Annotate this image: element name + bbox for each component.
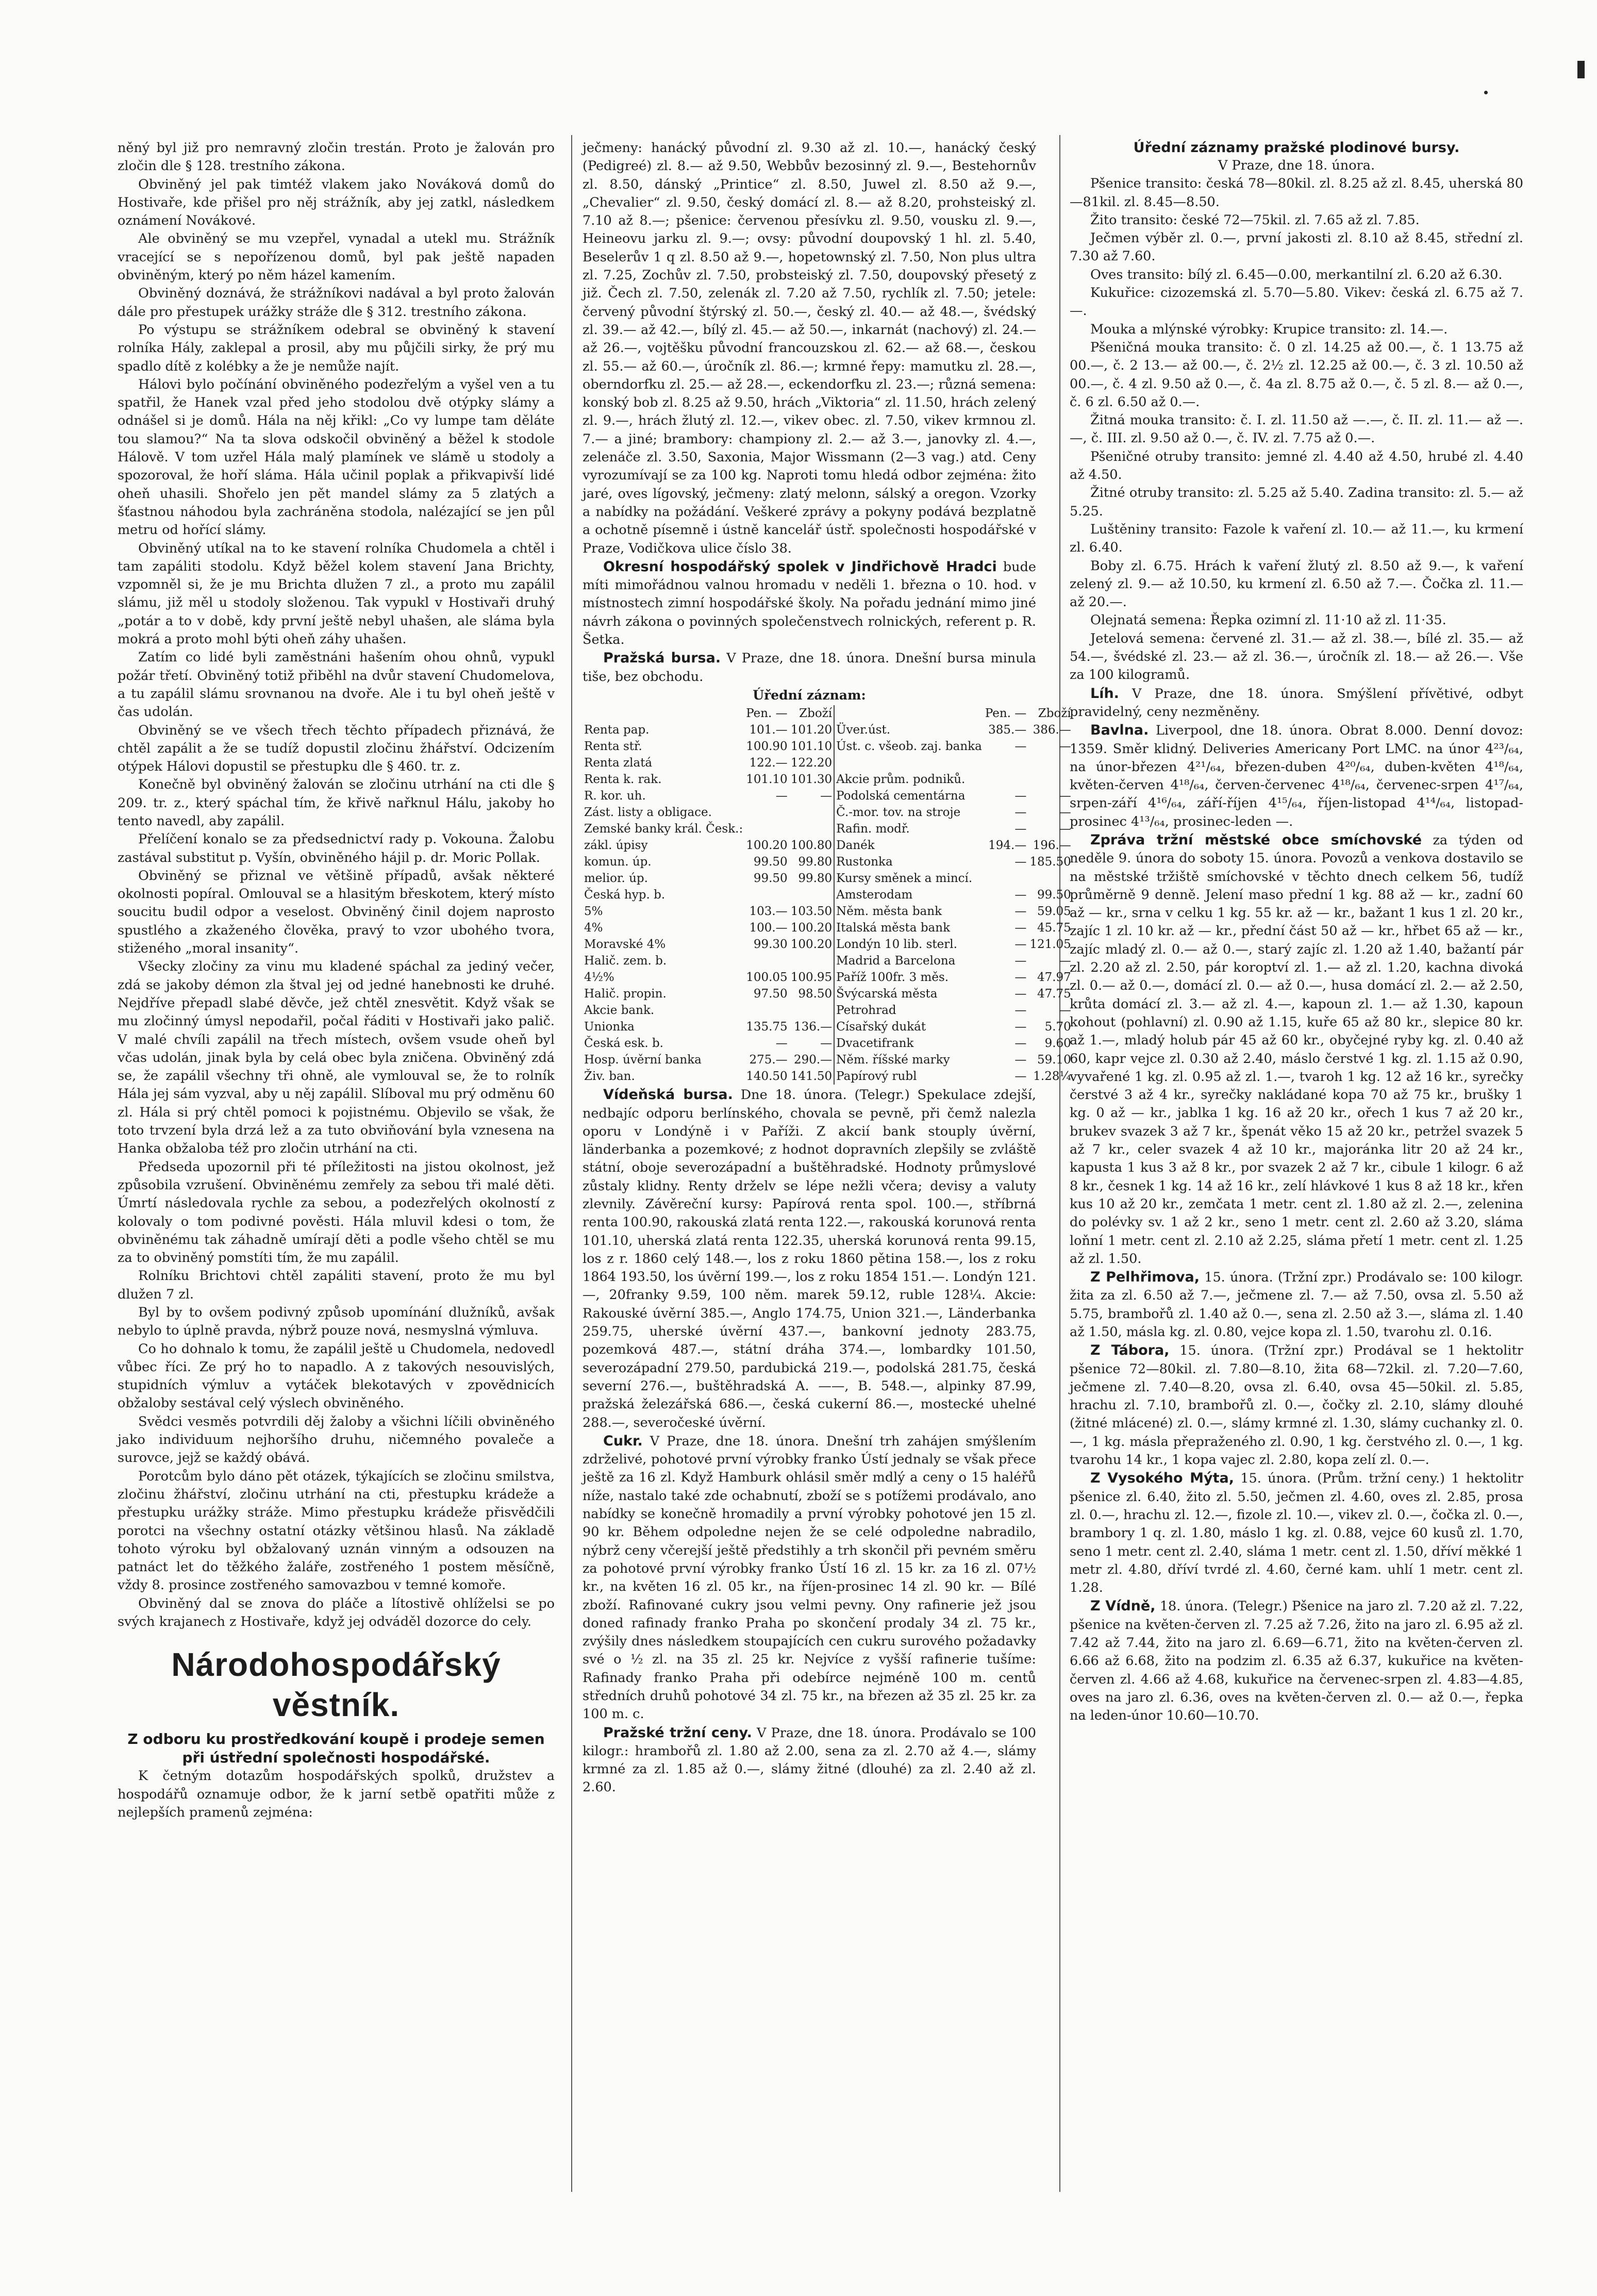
paragraph — [1070, 1597, 1523, 1725]
table-row — [583, 1019, 1073, 1035]
paragraph: Obviněný se ve všech třech těchto případech přiznává, že chtěl zapálit a že se tudíž dopustil zločinu žhářství. Odcizením otýpek Hálovi dopustil se přestupku dle § 460. tr. z. — [118, 722, 555, 775]
table-row — [583, 771, 1073, 788]
table-cell: 275.— — [749, 1053, 788, 1067]
column-rule — [571, 135, 572, 2192]
paragraph: Všecky zločiny za vinu mu kladené spáchal za jediný večer, zdá se jakoby démon zla štval jej od jedné hanebnosti ke druhé. Nejdříve přepadl slabé děvče, jež chtěl znesvětit. Když však se mu zločinný úmysl nepodařil, počal řáditi v Hostivaři jako palič. V malé chvíli zapálil na třech místech, ovšem vsude oheň byl včas udolán, jinak byla by celá obec byla zničena. Obviněný zdá se, že zapálil všechny tři ohně, ale vymlouval se, že to rolník Hála jej sám vyzval, aby u něj zapálil. Slíboval mu prý odměnu 60 zl. Hála si prý chtěl pomoci k pojistnému. Objevilo se však, že toto trvzení byla drzá lež a za tuto obviňování byla vznesena na Hanka obžaloba též pro zločin utrhání na cti. — [118, 959, 555, 1157]
table-cell: 59.05 — [1037, 905, 1071, 919]
table-cell: 121.05 — [1029, 938, 1071, 952]
table-cell: 136.— — [793, 1020, 833, 1034]
table-cell: — — [1014, 822, 1027, 836]
table-cell: Něm. říšské marky — [836, 1053, 950, 1067]
table-cell — [744, 821, 789, 837]
article-heading: Cukr. — [603, 1433, 643, 1449]
table-cell: Dvacetifrank — [836, 1037, 914, 1051]
article-heading: Okresní hospodářský spolek v Jindřichově Hradci — [603, 558, 997, 575]
table-cell: melior. úp. — [584, 872, 648, 886]
paragraph: Boby zl. 6.75. Hrách k vaření žlutý zl. 8.50 až 9.—, k vaření zelený zl. 9.— až 10.50, ku krmení zl. 6.50 až 7.—. Čočka zl. 11.— až 20.—. — [1070, 558, 1523, 610]
table-cell: — — [1014, 789, 1027, 803]
table-cell: — — [1014, 954, 1027, 968]
table-cell: Něm. města bank — [836, 905, 942, 919]
paragraph: Žito transito: české 72—75kil. zl. 7.65 až zl. 7.85. — [1090, 212, 1420, 228]
paragraph — [583, 1086, 1036, 1432]
article-heading: Z Tábora, — [1090, 1342, 1170, 1359]
table-cell: komun. úp. — [584, 855, 652, 869]
table-cell: Unionka — [584, 1020, 635, 1034]
table-cell: 194.— — [988, 839, 1027, 853]
table-cell: 101.10 — [790, 740, 833, 754]
table-cell: 100.20 — [746, 839, 788, 853]
paragraph-text: V Praze, dne 18. února. Dnešní bursa minula tiše, bez obchodu. — [583, 651, 1036, 685]
table-cell: 5% — [584, 905, 603, 919]
table-cell: Petrohrad — [836, 1004, 896, 1018]
table-header-row — [583, 705, 1073, 722]
table-cell — [583, 705, 744, 722]
table-cell: 101.30 — [790, 773, 833, 787]
table-cell: Č.-mor. tov. na stroje — [836, 806, 961, 820]
table-cell — [984, 870, 1028, 887]
section-title: Národohospodářský věstník. — [171, 1646, 501, 1724]
article-heading: Zpráva tržní městské obce smíchovské — [1090, 831, 1422, 848]
table-cell — [789, 804, 834, 821]
table-row — [583, 920, 1073, 936]
table-cell: 47.97 — [1037, 971, 1071, 985]
paragraph — [1070, 831, 1523, 1268]
table-row — [583, 1068, 1073, 1085]
table-cell: — — [1059, 954, 1071, 968]
table-header-cell: Pen. — — [985, 707, 1027, 721]
table-cell: R. kor. uh. — [584, 789, 646, 803]
paragraph: Žitné otruby transito: zl. 5.25 až 5.40. Zadina transito: zl. 5.— až 5.25. — [1070, 485, 1523, 519]
table-row — [583, 986, 1073, 1002]
table-cell — [744, 953, 789, 969]
table-header-cell: Pen. — — [746, 707, 788, 721]
paragraph-text: 15. února. (Prům. tržní ceny.) 1 hektolitr pšenice zl. 6.40, žito zl. 5.50, ječmen zl. 4.60, oves zl. 2.85, prosa zl. 0.—, hrachu zl. 12.—, fizole zl. 10.—, vikev zl. 0.—, čočka zl. 0.—, brambory 1 q. zl. 1.80, máslo 1 kg. zl. 0.88, vejce 60 kusů zl. 1.70, seno 1 metr. cent zl. 2.40, sláma 1 metr. cent zl. 1.50, dříví měkké 1 metr zl. 4.80, dříví tvrdé zl. 4.60, černé kam. uhlí 1 metr. cent zl. 1.28. — [1070, 1471, 1524, 1596]
table-cell: Živ. ban. — [584, 1070, 635, 1084]
paragraph: Pšeničné otruby transito: jemné zl. 4.40 až 4.50, hrubé zl. 4.40 až 4.50. — [1070, 448, 1523, 483]
article-heading: Úřední záznamy pražské plodinové bursy. — [1133, 140, 1460, 156]
table-cell: 196.— — [1033, 839, 1071, 853]
article-heading: Z Vysokého Mýta, — [1090, 1470, 1234, 1487]
paragraph-text: Dne 18. února. (Telegr.) Spekulace zdejší, nedbajíc odporu berlínského, chovala se pevně, při čemž nalezla oporu v Londýně i v Paříži. Z akcií bank stouply úvěrní, länderbanka a pozemkové; z hodnot dopravních zlepšily se zvláště státní, oboje severozápadní a buštěhradské. Hodnoty průmyslové zůstaly klidny. Renty drželv se lépe nežli včera; devisy a valuty zlevnily. Závěreční kursy: Papírová renta spol. 100.—, stříbrná renta 100.90, rakouská zlatá renta 122.—, rakouská korunová renta 101.10, uherská zlatá renta 122.35, uherská korunová renta 99.15, los z r. 1860 celý 148.—, los z roku 1860 pětina 158.—, los z roku 1864 193.50, los úvěrní 199.—, los z roku 1854 151.—. Londýn 121.—, 20franky 9.59, 100 něm. marek 59.12, ruble 128¼. Akcie: Rakouské úvěrní 385.—, Anglo 174.75, Union 321.—, Länderbanka 259.75, uherské úvěrní 437.—, bankovní jednoty 283.75, pozemková 487.—, státní dráha 374.—, lombardky 101.50, severozápadní 279.50, pardubická 219.—, podolská 281.75, česká severní 276.—, buštěhradská A. ——, B. 548.—, alpinky 87.99, pražská železářská 686.—, česká cukerní 86.—, mostecké uhelné 288.—, severočeské úvěrní. — [583, 1087, 1036, 1430]
article-heading: Líh. — [1090, 685, 1119, 702]
table-row — [583, 936, 1073, 953]
paragraph: Rolníku Brichtovi chtěl zapáliti stavení, proto že mu byl dlužen 7 zl. — [118, 1268, 555, 1302]
table-cell: — — [1059, 806, 1071, 820]
paragraph-text: V Praze, dne 18. února. Prodávalo se 100 kilogr.: hrambořů zl. 1.80 až 2.00, sena za zl. 2.70 až 4.—, slámy krmné za zl. 1.85 až 0.—, slámy žitné (dlouhé) za zl. 2.40 až zl. 2.60. — [583, 1725, 1036, 1795]
table-cell: — — [1014, 938, 1027, 952]
paragraph-text: bude míti mimořádnou valnou hromadu v neděli 1. března o 10. hod. v místnostech zimní hospodářské školy. Na pořadu jednání mimo jiné návrh zákona o povinných společenstvech rolnických, referent p. R. Šetka. — [583, 559, 1036, 648]
table-cell: 386.— — [1033, 723, 1071, 737]
paragraph: Pšenice transito: česká 78—80kil. zl. 8.25 až zl. 8.45, uherská 80—81kil. zl. 8.45—8.50. — [1070, 176, 1523, 210]
paragraph: Žitná mouka transito: č. I. zl. 11.50 až —.—, č. II. zl. 11.— až —.—, č. III. zl. 9.50 až 0.—, č. IV. zl. 7.75 až 0.—. — [1070, 412, 1523, 446]
column-2 — [583, 139, 1071, 2198]
column-3 — [1070, 139, 1523, 2198]
table-cell: 135.75 — [746, 1020, 788, 1034]
table-cell: Česká esk. b. — [584, 1037, 663, 1051]
paragraph: Přelíčení konalo se za předsednictví rady p. Vokouna. Žalobu zastával substitut p. Vyšín, obviněného hájil p. dr. Moric Pollak. — [118, 831, 555, 866]
paragraph: Konečně byl obviněný žalován se zločinu utrhání na cti dle § 209. tr. z., který spáchal tím, že křivě nařknul Hálu, jakoby ho tento navedl, aby zapálil. — [118, 777, 555, 829]
article-heading: Vídeňská bursa. — [603, 1087, 733, 1103]
table-cell: Papírový rubl — [836, 1070, 917, 1084]
paragraph: Byl by to ovšem podivný způsob upomínání dlužníků, avšak nebylo to úplně pravda, nýbrž pouze nová, nesmyslná výmluva. — [118, 1305, 555, 1339]
table-row — [583, 1002, 1073, 1019]
table-cell: — — [1014, 855, 1027, 869]
paragraph: Obviněný utíkal na to ke stavení rolníka Chudomela a chtěl i tam zapáliti stodolu. Když běžel kolem stavení Jana Brichty, vzpomněl si, že je mu Brichta dlužen 7 zl., a proto mu zapálil slámu, již měl u stodoly složenou. Tak vypukl v Hostivaři druhý „potár a to v době, kdy první ještě nebyl uhašen, ale sláma byla mokrá a proto mohl býti oheň záhy uhašen. — [118, 540, 555, 647]
table-cell: 59.10 — [1037, 1053, 1071, 1067]
table-cell: Moravské 4% — [584, 938, 666, 952]
paragraph: Ale obviněný se mu vzepřel, vynadal a utekl mu. Strážník vracející se s nepořízenou domů, byl pak ještě napaden obviněným, který po něm házel kamením. — [118, 231, 555, 284]
paragraph: Svědci vesměs potvrdili děj žaloby a všichni líčili obviněného jako individuum nejhoršího druhu, ničemného povaleče a surovce, jejž se každý obává. — [118, 1413, 555, 1466]
article-heading: Z odboru ku prostředkování koupě i prodeje semen při ústřední společnosti hospodářské. — [127, 1731, 545, 1767]
paragraph: Luštěniny transito: Fazole k vaření zl. 10.— až 11.—, ku krmení zl. 6.40. — [1070, 521, 1523, 556]
table-cell: Rafin. modř. — [836, 822, 910, 836]
table-cell: Madrid a Barcelona — [836, 954, 956, 968]
paragraph: Hálovi bylo počínání obviněného podezřelým a vyšel ven a tu spatřil, že Hanek vzal před jeho stodolou dvě otýpky slámy a odnášel si je domů. Hála na něj křikl: „Co vy lumpe tam děláte tou slamou?“ Na ta slova odskočil obviněný a běžel k stodole Hálově. V tom uzřel Hála malý plamínek ve slámě u stodoly a spozoroval, že hoří sláma. Hála učinil poplak a přikvapivší lidé oheň uhasili. Shořelo jen pět mandel slámy za 5 zlatých a šťastnou náhodou byla zachráněna stodola, nalézající se jen půl metru od hořící slámy. — [118, 376, 555, 538]
paragraph: něný byl již pro nemravný zločin trestán. Proto je žalován pro zločin dle § 128. trestního zákona. — [118, 140, 555, 174]
table-cell: 100.20 — [790, 921, 833, 935]
table-cell: Danék — [836, 839, 875, 853]
table-cell — [984, 755, 1028, 771]
table-cell: Rustonka — [836, 855, 893, 869]
table-cell: zákl. úpisy — [584, 839, 648, 853]
table-cell: Česká hyp. b. — [584, 888, 666, 902]
table-cell: Úst. c. všeob. zaj. banka — [836, 740, 982, 754]
paragraph — [583, 649, 1036, 686]
table-cell: Renta k. rak. — [584, 773, 662, 787]
table-cell: — — [1014, 1037, 1027, 1051]
table-cell: — — [820, 1037, 833, 1051]
table-cell: — — [1059, 740, 1071, 754]
table-cell: Podolská cementárna — [836, 789, 966, 803]
column-rule — [1059, 135, 1060, 2192]
table-cell: Amsterodam — [836, 888, 913, 902]
table-row — [583, 903, 1073, 920]
table-header-cell: Zboží — [799, 707, 833, 721]
table-row — [583, 788, 1073, 804]
table-cell — [789, 1002, 834, 1019]
paragraph: Předseda upozornil při té příležitosti na jistou okolnost, jež způsobila vzrušení. Obviněnému zemřely za sebou tři malé děti. Úmrtí následovala rychle za sebou, a podezřelých okolností z kolovaly o tom podivné pověsti. Hála mluvil kdesi o tom, že obviněnému tak záhadně umírají děti a podle všeho chtěl se mu za to obviněný pomstíti tím, že mu zapálil. — [118, 1159, 555, 1266]
table-cell: Hosp. úvěrní banka — [584, 1053, 702, 1067]
paragraph: Obviněný dal se znova do pláče a lítostivě ohlíželsi se po svých krajanech z Hostivaře, když jej odváděl dozorce do cely. — [118, 1595, 555, 1630]
paragraph-text: 18. února. (Telegr.) Pšenice na jaro zl. 7.20 až zl. 7.22, pšenice na květen-červen zl. 7.25 až 7.26, žito na jaro zl. 6.95 až zl. 7.42 až 7.44, žito na jaro zl. 6.69—6.71, žito na květen-červen zl. 6.66 až 6.68, žito na podzim zl. 6.35 až 6.37, kukuřice na květen-červen zl. 4.66 až 4.68, kukuřice na červenec-srpen zl. 4.83—4.85, oves na jaro zl. 6.36, oves na květen-červen zl. 0.— až 0.—, řepka na leden-únor 10.60—10.70. — [1070, 1599, 1523, 1724]
table-cell: 99.30 — [753, 938, 788, 952]
table-cell: 5.70 — [1044, 1020, 1071, 1034]
table-cell: 99.50 — [753, 855, 788, 869]
table-cell — [1028, 870, 1072, 887]
table-cell: — — [1014, 888, 1027, 902]
paragraph — [1070, 1341, 1523, 1469]
paragraph: Obviněný doznává, že strážníkovi nadával a byl proto žalován dále pro přestupek urážky stráže dle § 312. trestního zákona. — [118, 286, 555, 320]
table-cell: 99.80 — [798, 872, 833, 886]
article-heading: Pražské tržní ceny. — [603, 1724, 752, 1741]
paragraph: Ječmen výběr zl. 0.—, první jakosti zl. 8.10 až 8.45, střední zl. 7.30 až 7.60. — [1070, 230, 1523, 264]
table-cell — [835, 755, 984, 771]
table-cell: — — [775, 789, 788, 803]
table-cell: 290.— — [793, 1053, 833, 1067]
table-cell: Renta pap. — [584, 723, 650, 737]
table-cell: 45.75 — [1037, 921, 1071, 935]
paragraph-text: V Praze, dne 18. února. Dnešní trh zahájen smýšlením zdrželivé, pohotové první výrobky franko Ústí jednaly se však přece ještě za 16 zl. Když Hamburk ohlásil směr mdlý a ceny o 15 haléřů níže, nastalo také zde ochabnutí, zboží se s potížemi prodávalo, ano nabídky se konečně hromadily a první výrobky pohotové jen 15 zl. 90 kr. Během odpoledne nejen že se celé odpoledne nabradilo, nýbrž ceny včerejší ještě předstihly a trh skončil při pevném směru za pohotové první výrobky franko Ústí 16 zl. 15 kr. za 16 zl. 07½ kr., na květen 16 zl. 05 kr., na říjen-prosinec 14 zl. 90 kr. — Bílé zboží. Rafinované cukry jsou velmi pevny. Ony rafinerie jež jsou doned rafinady franko Praha po skončení prodaly 34 zl. 75 kr., zvýšily dnes následkem stoupajících cen cukru surového požadavky své o ½ zl. na 35 zl. 25 kr. Nejvíce z vyšší rafinerie tušíme: Rafinady franko Praha při odebírce nejméně 100 m. centů středních druhů pohotové 34 zl. 75 kr., na březen až 35 zl. 25 kr. za 100 m. c. — [583, 1433, 1036, 1722]
corner-dot — [1484, 91, 1488, 94]
table-cell: Zemské banky král. Česk.: — [584, 822, 743, 836]
table-cell: — — [1014, 806, 1027, 820]
paragraph: Pšeničná mouka transito: č. 0 zl. 14.25 až 00.—, č. 1 13.75 až 00.—, č. 2 13.— až 00.—, č. 2½ zl. 12.25 až 00.—, č. 3 zl. 10.50 až 00.—, č. 4 zl. 9.50 až 0.—, č. 4a zl. 8.75 až 0.—, č. 5 zl. 8.— až 0.—, č. 6 zl. 6.50 až 0.—. — [1070, 339, 1523, 410]
table-cell: — — [1014, 1070, 1027, 1084]
table-cell: Císařský dukát — [836, 1020, 926, 1034]
table-cell: Londýn 10 lib. sterl. — [836, 938, 957, 952]
table-cell: 141.50 — [790, 1070, 833, 1084]
paragraph-text: V Praze, dne 18. února. Smýšlení přívětivé, odbyt pravidelný, ceny nezměněny. — [1070, 686, 1523, 720]
paragraph — [583, 558, 1036, 649]
table-cell: 140.50 — [746, 1070, 788, 1084]
table-row — [583, 804, 1073, 821]
paragraph: Oves transito: bílý zl. 6.45—0.00, merkantilní zl. 6.20 až 6.30. — [1090, 267, 1503, 282]
table-cell: 100.— — [749, 921, 788, 935]
table-cell: 99.50 — [1037, 888, 1071, 902]
table-cell: 100.80 — [790, 839, 833, 853]
table-cell: 98.50 — [798, 987, 833, 1001]
table-cell: Renta zlatá — [584, 756, 653, 770]
table-cell — [789, 953, 834, 969]
article-heading: Pražská bursa. — [603, 650, 721, 667]
table-cell — [789, 821, 834, 837]
table-cell: 103.— — [749, 905, 788, 919]
paragraph: Kukuřice: cizozemská zl. 5.70—5.80. Vikev: česká zl. 6.75 až 7.—. — [1070, 285, 1523, 319]
table-row — [583, 1052, 1073, 1068]
table-cell: — — [1014, 987, 1027, 1001]
table-row — [583, 837, 1073, 854]
table-cell — [1028, 755, 1072, 771]
table-cell: 100.95 — [790, 971, 833, 985]
table-row — [583, 854, 1073, 870]
table-cell: 4½% — [584, 971, 614, 985]
paragraph: Po výstupu se strážníkem odebral se obviněný k stavení rolníka Hály, zaklepal a prosil, aby mu půjčili sirky, že prý mu spadlo dítě z kolébky a že je nemůže najít. — [118, 322, 555, 374]
paragraph-text: Liverpool, dne 18. února. Obrat 8.000. Denní dovoz: 1359. Směr klidný. Deliveries Americany Port LMC. na únor 4²³/₆₄, na únor-březen 4²¹/₆₄, březen-duben 4²⁰/₆₄, duben-květen 4¹⁸/₆₄, květen-červen 4¹⁸/₆₄, červen-červenec 4¹⁸/₆₄, červenec-srpen 4¹⁷/₆₄, srpen-září 4¹⁶/₆₄, září-říjen 4¹⁵/₆₄, říjen-listopad 4¹⁴/₆₄, listopad-prosinec 4¹³/₆₄, prosinec-leden —. — [1070, 723, 1524, 829]
table-cell: 99.50 — [753, 872, 788, 886]
table-cell: 4% — [584, 921, 603, 935]
table-cell: — — [820, 789, 833, 803]
table-cell — [744, 887, 789, 903]
table-cell: 385.— — [988, 723, 1027, 737]
paragraph — [1070, 721, 1523, 831]
table-cell: — — [1014, 905, 1027, 919]
table-cell: Renta stř. — [584, 740, 642, 754]
table-cell — [835, 705, 984, 722]
table-row — [583, 887, 1073, 903]
table-row — [583, 722, 1073, 738]
table-cell: Üver.úst. — [836, 723, 891, 737]
paragraph — [1070, 1268, 1523, 1341]
table-cell: Zást. listy a obligace. — [584, 806, 712, 820]
table-row — [583, 870, 1073, 887]
paragraph-text: za týden od neděle 9. února do soboty 15. února. Povozů a venkova dostavilo se na městské tržiště smíchovské v těchto dnech celkem 56, tudíž průměrně 9 denně. Jelení maso přední 1 kg. 88 až — kr., zadní 60 až — kr., srna v celku 1 kg. 55 kr. až — kr., bažant 1 kus 1 zl. 20 kr., zajíc 1 zl. 10 kr. až — kr., přední část 50 až — kr., hřbet 65 až — kr., zajíc mladý zl. 0.— až 0.—, starý zajíc zl. 1.20 až 1.40, bažantí pár zl. 2.20 až zl. 2.50, pár koroptví zl. 1.— až zl. 1.20, kachna divoká zl. 0.— až 0.—, domácí zl. 0.— až 0.—, husa domácí zl. 2.— až 2.50, krůta domácí zl. 3.— až zl. 4.—, kapoun zl. 1.— až 1.30, kapoun kohout (pohlavní) zl. 0.90 až 1.15, kuře 65 až 80 kr., slepice 80 kr. až 1.—, mladý holub pár 45 až 60 kr., obyčejné ryby kg. zl. 0.40 až 60, kapr vejce zl. 0.30 až 2.40, máslo čerstvé 1 kg. zl. 1.15 až 0.90, vyvařené 1 kg. zl. 0.95 až zl. 1.—, tvaroh 1 kg. 12 až 16 kr., syrečky čerstvé 3 až 4 kr., syrečky nakládané kopa 70 až 75 kr., brušky 1 kg. 0 až — kr., jablka 1 kg. 16 až 20 kr., ořech 1 kus 7 až 20 kr., brukev svazek 3 až 7 kr., špenát věko 15 až 20 kr., petržel svazek 5 až 7 kr., celer svazek 4 až 10 kr., majoránka litr 20 až 24 kr., kapusta 1 kus 3 až 8 kr., por svazek 2 až 7 kr., cibule 1 kilogr. 6 až 8 kr., česnek 1 kg. 14 až 16 kr., zelí hlávkové 1 kus 8 až 18 kr., křen kus 10 až 20 kr., zemčata 1 metr. cent zl. 1.80 až zl. 2.—, zelenina do polévky sv. 1 až 2 kr., seno 1 metr. cent zl. 2.60 až 3.20, sláma loňní 1 metr. cent zl. 2.10 až 2.25, sláma přetí 1 metr. cent zl. 1.25 až zl. 1.50. — [1070, 832, 1524, 1267]
table-row — [583, 969, 1073, 986]
table-cell: — — [1059, 1004, 1071, 1018]
article-heading: Z Pelhřimova, — [1090, 1269, 1200, 1286]
paragraph-text: 15. února. (Tržní zpr.) Prodávalo se: 100 kilogr. žita za zl. 6.50 až 7.—, ječmene zl. 7.— až 7.50, ovsa zl. 5.50 až 5.75, brambořů zl. 1.40 až 0.—, sena zl. 2.50 až 3.—, sláma zl. 1.40 až 1.50, másla kg. zl. 0.80, vejce kopa zl. 1.50, tvarohu zl. 0.16. — [1070, 1270, 1524, 1340]
table-row — [583, 1035, 1073, 1052]
table-cell: 122.— — [749, 756, 788, 770]
table-row — [583, 821, 1073, 837]
table-cell: 9.60 — [1044, 1037, 1071, 1051]
table-cell: 99.80 — [798, 855, 833, 869]
paragraph: Obviněný jel pak timtéž vlakem jako Nováková domů do Hostivaře, kde přišel pro něj strážník, aby jej zatkl, následkem oznámení Novákové. — [118, 176, 555, 229]
paragraph: Porotcům bylo dáno pět otázek, týkajících se zločinu smilstva, zločinu žhářství, zločinu utrhání na cti, přestupku krádeže a přestupku urážky stráže. Mimo přestupku krádeže přisvědčili porotci na všechny ostatní otázky většinou hlasů. Na základě tohoto výroku byl obžalovaný uznán vinným a odsouzen na patnáct let do těžkého žaláře, zostřeného 1 postem měsíčně, vždy 8. prosince zostřeného samovazbou v temné komoře. — [118, 1468, 555, 1593]
table-cell — [744, 804, 789, 821]
paragraph: Jetelová semena: červené zl. 31.— až zl. 38.—, bílé zl. 35.— až 54.—, švédské zl. 23.— až zl. 36.—, úročník zl. 18.— až 26.—. Vše za 100 kilogramů. — [1070, 630, 1523, 683]
article-heading: Bavlna. — [1090, 722, 1149, 739]
paragraph: Olejnatá semena: Řepka ozimní zl. 11·10 až zl. 11·35. — [1090, 612, 1446, 628]
paragraph: Zatím co lidé byli zaměstnáni hašením ohou ohnů, vypukl požár třetí. Obviněný totiž přiběhl na dvůr stavení Chudomelova, a tu zapálil slámu srovnanou na dvoře. Ale i tu byl oheň ještě v čas udolán. — [118, 650, 555, 720]
table-cell: 122.20 — [790, 756, 833, 770]
table-cell — [789, 887, 834, 903]
table-cell: Akcie prům. podniků. — [836, 773, 966, 787]
paragraph: K četným dotazům hospodářských spolků, družstev a hospodářů oznamuje odbor, že k jarní setbě opatřiti může z nejlepších pramenů zejména: — [118, 1768, 555, 1820]
table-row — [583, 755, 1073, 771]
table-cell: Paříž 100fr. 3 měs. — [836, 971, 949, 985]
table-cell: 97.50 — [753, 987, 788, 1001]
paragraph: Co ho dohnalo k tomu, že zapálil ještě u Chudomela, nedovedl vůbec říci. Ze prý ho to napadlo. A z takových nesouvislých, stupidních výmluv a vytáček blekotavých v zpovědnicích obžaloby sestával celý výslech obviněného. — [118, 1341, 555, 1411]
table-cell: — — [775, 1037, 788, 1051]
table-cell: Kursy směnek a mincí. — [836, 872, 973, 886]
table-cell: Halič. zem. b. — [584, 954, 667, 968]
table-cell: 103.50 — [790, 905, 833, 919]
paragraph-text: 15. února. (Tržní zpr.) Prodával se 1 hektolitr pšenice 72—80kil. zl. 7.80—8.10, žita 68—72kil. zl. 7.20—7.60, ječmene zl. 7.40—8.20, ovsa zl. 6.40, ovsa 45—50kil. zl. 5.85, hrachu zl. 7.10, brambořů zl. 0.—, čočky zl. 2.10, slámy dlouhé (žitné mlácené) zl. 0.—, slámy krmné zl. 1.30, slámy cuchanky zl. 0.—, 1 kg. másla přepraženého zl. 0.90, 1 kg. čerstvého zl. 0.—, 1 kg. tvarohu 14 kr., 1 kopa vajec zl. 2.80, kopa zelí zl. 0.—. — [1070, 1343, 1524, 1468]
paragraph — [1070, 685, 1523, 722]
table-cell: Italská města bank — [836, 921, 951, 935]
table-cell: Akcie bank. — [584, 1004, 655, 1018]
table-header-cell: Zboží — [1038, 707, 1071, 721]
rates-title: Úřední záznam: — [753, 687, 866, 703]
table-row — [583, 953, 1073, 969]
table-cell: — — [1014, 740, 1027, 754]
table-cell — [1028, 771, 1072, 788]
paragraph: Mouka a mlýnské výrobky: Krupice transito: zl. 14.—. — [1090, 321, 1448, 337]
article-heading: Z Vídně, — [1090, 1598, 1156, 1615]
table-cell: 101.20 — [790, 723, 833, 737]
table-cell: 1.28¼ — [1033, 1070, 1071, 1084]
table-cell: — — [1014, 1020, 1027, 1034]
table-cell: Švýcarská města — [836, 987, 938, 1001]
paragraph: Obviněný se přiznal ve většině případů, avšak některé okolnosti popíral. Omlouval se a hlasitým břeskotem, který místo soucitu budil odpor a veselost. Obviněný činil dojem naprosto spustlého a zkaženého člověka, pravý to vzor ubohého tvora, stiženého „moral insanity“. — [118, 868, 555, 957]
dateline: V Praze, dne 18. února. — [1218, 158, 1375, 173]
rates-table — [583, 705, 1073, 1085]
table-cell: 100.90 — [746, 740, 788, 754]
table-cell: 185.50 — [1029, 855, 1071, 869]
table-cell: Halič. propin. — [584, 987, 667, 1001]
table-cell — [744, 1002, 789, 1019]
table-cell: — — [1014, 921, 1027, 935]
table-row — [583, 738, 1073, 755]
table-cell: — — [1014, 971, 1027, 985]
paragraph — [583, 1724, 1036, 1797]
table-cell — [984, 771, 1028, 788]
table-cell: — — [1059, 822, 1071, 836]
paragraph — [583, 1432, 1036, 1724]
table-cell: — — [1059, 789, 1071, 803]
column-1 — [118, 139, 555, 2198]
paragraph: ječmeny: hanácký původní zl. 9.30 až zl. 10.—, hanácký český (Pedigreé) zl. 8.— až 9.50, Webbův bezosinný zl. 9.—, Bestehornův zl. 8.50, dánský „Printice“ zl. 8.50, Juwel zl. 8.50 až 9.—, „Chevalier“ zl. 9.50, český domácí zl. 8.— až 8.20, prohsteiský zl. 7.10 až 8.—; pšenice: červenou přesívku zl. 9.50, vousku zl. 9.—, Heineovu jarku zl. 9.—; ovsy: původní doupovský 1 hl. zl. 5.40, Beselerův 1 q zl. 8.50 až 9.—, hopetownský zl. 7.50, Non plus ultra zl. 7.25, Zochův zl. 7.50, probsteiský zl. 7.50, doupovský přesetý z již. Čech zl. 7.50, zelenák zl. 7.20 až 7.50, rychlík zl. 7.50; jetele: červený původní štýrský zl. 50.—, český zl. 40.— až 48.—, švédský zl. 39.— až 42.—, bílý zl. 45.— až 50.—, inkarnát (nachový) zl. 24.— až 26.—, vojtěšku původní francouzskou zl. 62.— až 68.—, českou zl. 55.— až 60.—, úročník zl. 86.—; krmné řepy: mamutku zl. 28.—, oberndorfku zl. 25.— až 28.—, eckendorfku zl. 23.—; různá semena: konský bob zl. 8.25 až 9.50, hrách „Viktoria“ zl. 11.50, hrách zelený zl. 9.—, hrách žlutý zl. 12.—, vikev obec. zl. 7.50, vikev krmnou zl. 7.— a jiné; brambory: championy zl. 2.— až 3.—, janovky zl. 4.—, zelenáče zl. 3.50, Saxonia, Major Wissmann (2—3 vag.) atd. Ceny vyrozumívají se za 100 kg. Naproti tomu hledá odbor zejména: žito jaré, oves lígovský, ječmeny: zlatý melonn, sálský a oregon. Vzorky a nabídky na požádání. Veškeré zprávy a pokyny podává bezplatně a ochotně písemně i ústně kancelář ústř. společnosti hospodářské v Praze, Vodičkova ulice číslo 38. — [583, 140, 1036, 556]
paragraph — [1070, 1469, 1523, 1597]
table-cell: — — [1014, 1004, 1027, 1018]
corner-mark — [1577, 61, 1585, 78]
table-cell: — — [1014, 1053, 1027, 1067]
table-cell: 101.— — [749, 723, 788, 737]
table-cell: 100.05 — [746, 971, 788, 985]
table-cell: 101.10 — [746, 773, 788, 787]
table-cell: 100.20 — [790, 938, 833, 952]
table-cell: 47.75 — [1037, 987, 1071, 1001]
